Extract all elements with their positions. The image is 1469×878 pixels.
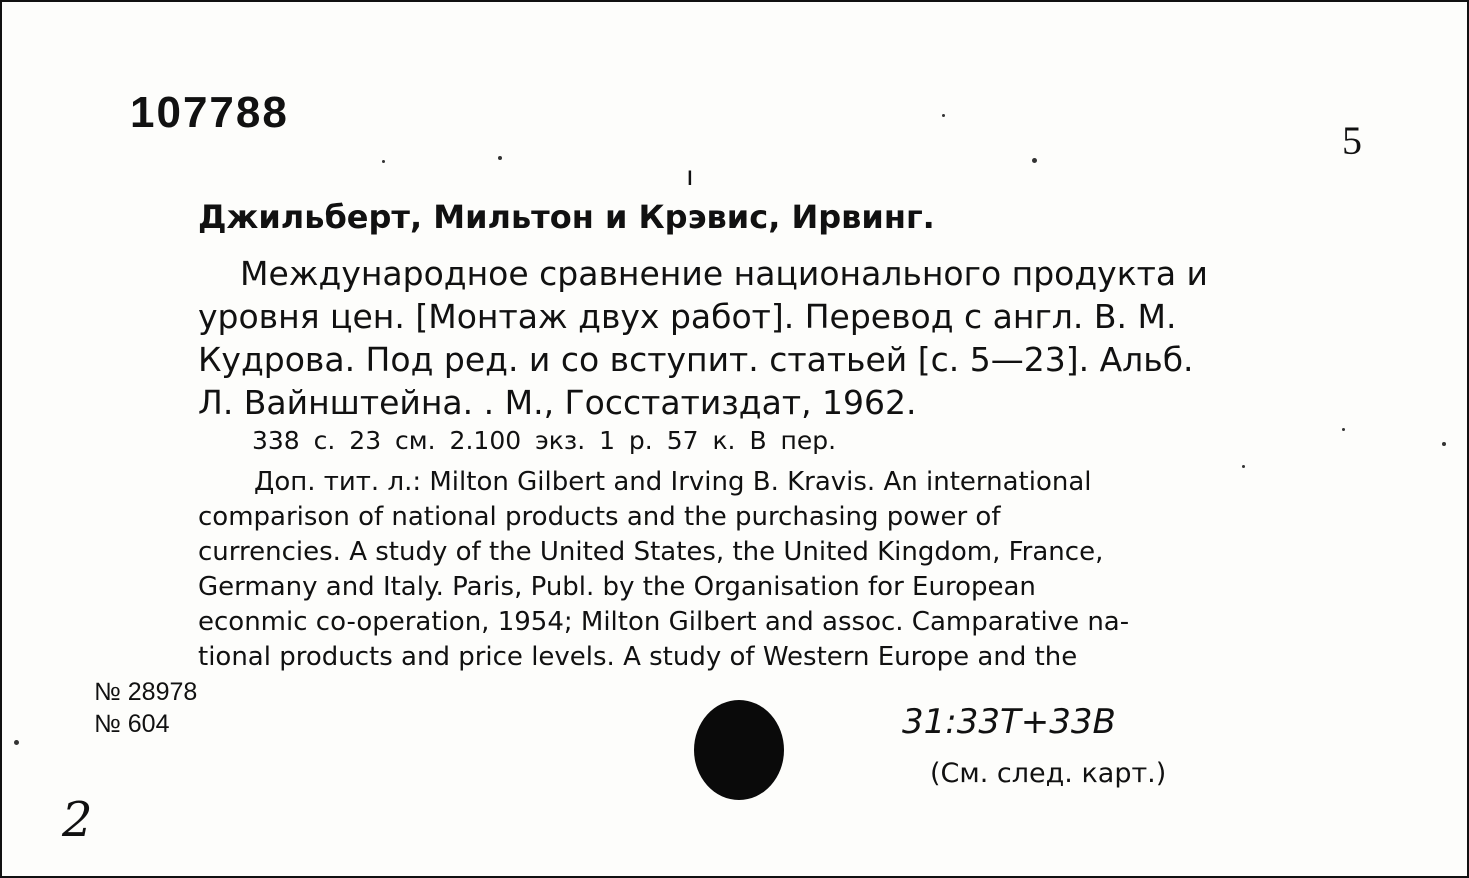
note-line: Доп. тит. л.: Milton Gilbert and Irving B. Kravis. An international [254, 467, 1092, 497]
body-line: уровня цен. [Монтаж двух работ]. Перевод с англ. В. М. [198, 297, 1177, 336]
page-number: 5 [1342, 118, 1362, 163]
note-line: econmic co-operation, 1954; Milton Gilbert and assoc. Camparative na- [198, 607, 1130, 637]
author-heading: Джильберт, Мильтон и Крэвис, Ирвинг. [198, 198, 935, 236]
continuation-note: (См. след. карт.) [930, 758, 1167, 789]
speck [498, 156, 502, 160]
punch-hole [694, 700, 784, 800]
speck [1442, 442, 1446, 446]
speck [382, 160, 385, 163]
collation-line: 338 с. 23 см. 2.100 экз. 1 р. 57 к. В пер. [252, 426, 837, 455]
note-line: tional products and price levels. A study of Western Europe and the [198, 642, 1078, 672]
inventory-number: 107788 [130, 88, 289, 137]
note-line: currencies. A study of the United States, the United Kingdom, France, [198, 537, 1104, 567]
speck [1342, 428, 1345, 431]
handwritten-mark: 2 [62, 792, 93, 848]
record-number-1: № 28978 [94, 678, 198, 706]
body-line: Кудрова. Под ред. и со вступит. статьей [с. 5—23]. Альб. [198, 340, 1194, 379]
speck [1242, 465, 1245, 468]
classification-code: 31:33Т+33В [902, 702, 1116, 742]
body-line: Л. Вайнштейна. . М., Госстатиздат, 1962. [198, 383, 917, 422]
body-line: Международное сравнение национального продукта и [240, 254, 1209, 293]
note-line: comparison of national products and the purchasing power of [198, 502, 1001, 532]
additional-title-note [198, 465, 1366, 675]
title-description [198, 252, 1366, 424]
note-line: Germany and Italy. Paris, Publ. by the Organisation for European [198, 572, 1036, 602]
record-number-2: № 604 [94, 710, 170, 738]
speck [942, 114, 945, 117]
speck [1032, 158, 1037, 163]
tick-mark: ı [686, 160, 694, 191]
speck [14, 740, 19, 745]
